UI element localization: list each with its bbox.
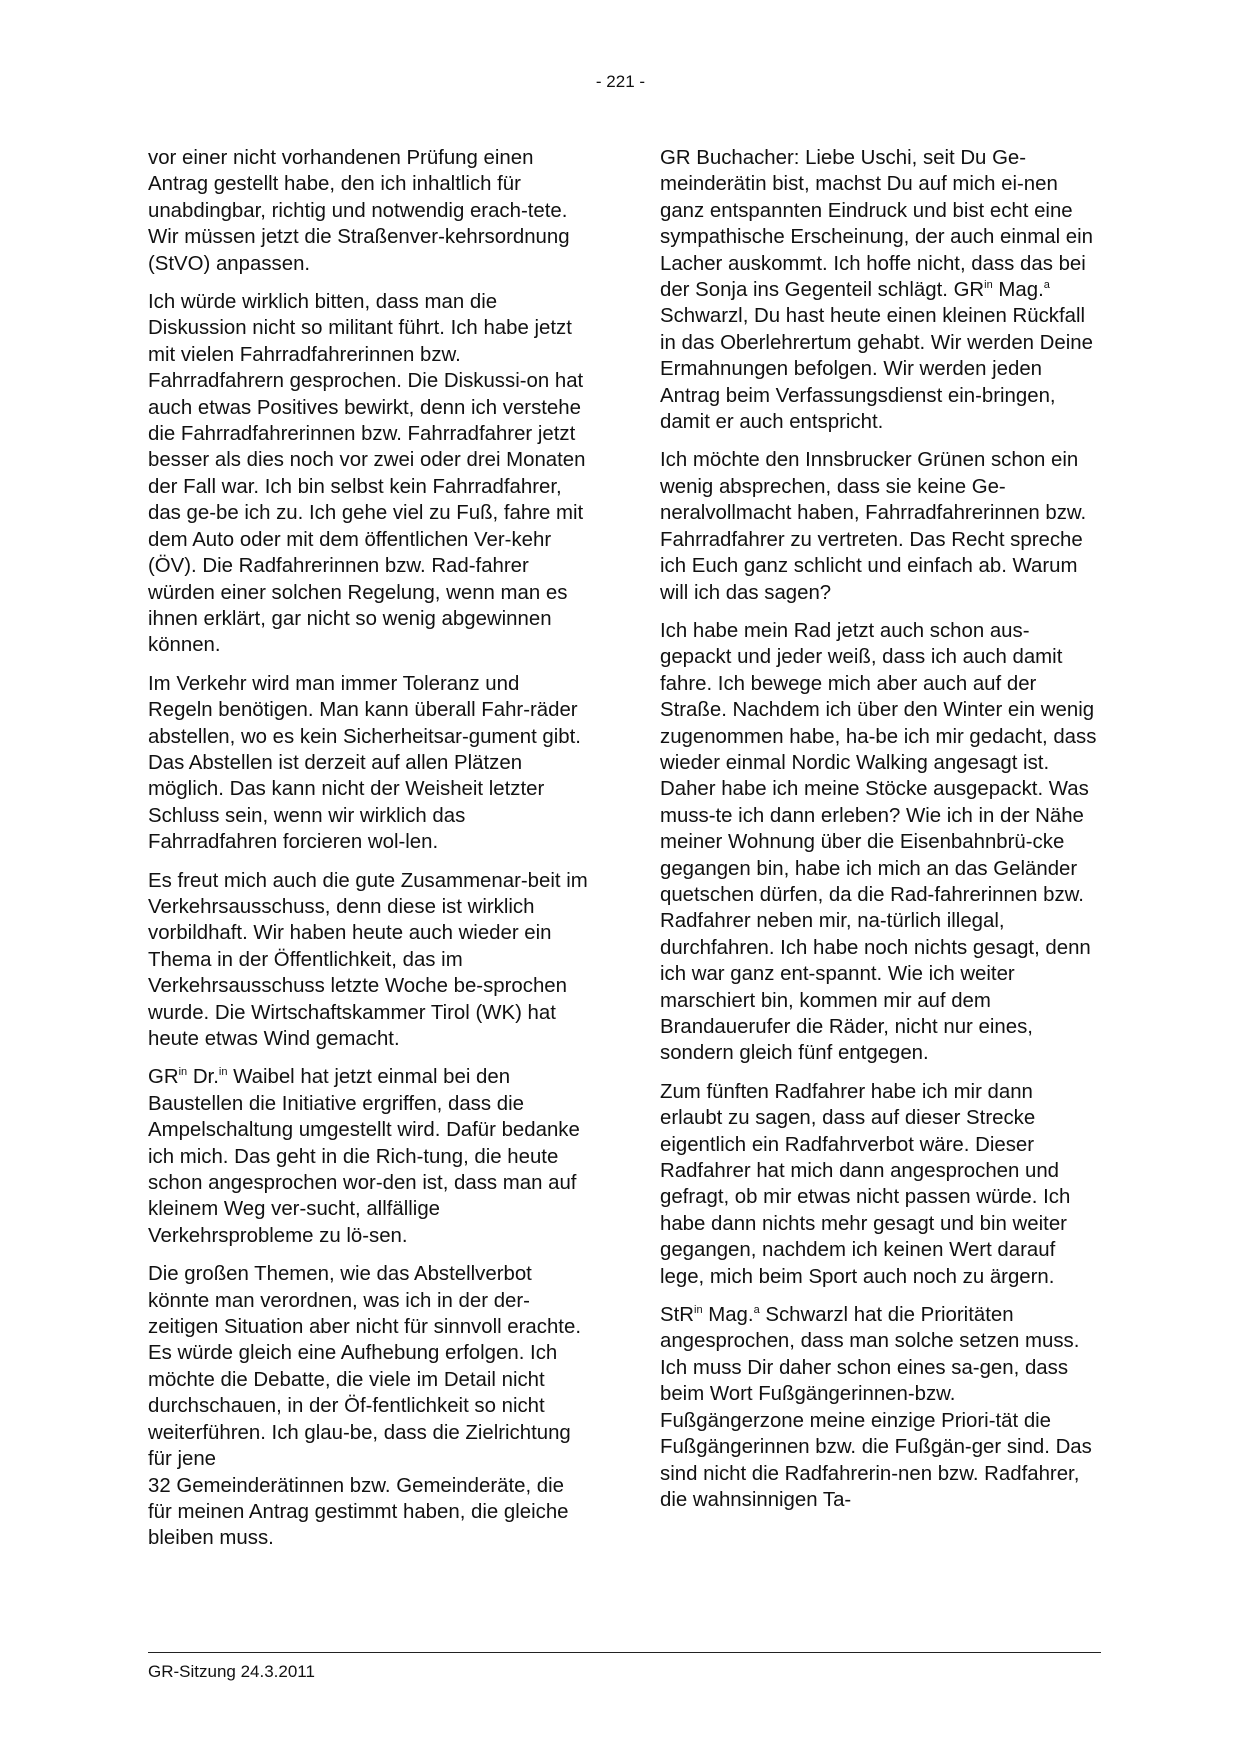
- speaker-title: StR: [660, 1304, 694, 1327]
- superscript: a: [753, 1304, 760, 1317]
- paragraph-text: Schwarzl hat die Prioritäten angesprochen, dass man solche setzen muss. Ich muss Dir daher schon eines sa-gen, dass beim Wort Fußgängerinnen-bzw. Fußgängerzone meine einzige Priori-tät die Fußgängerinnen bzw. die Fußgän-ger sind. Das sind nicht die Radfahrerin-nen bzw. Radfahrer, die wahnsinnigen Ta-: [660, 1304, 1092, 1511]
- superscript: in: [984, 279, 993, 292]
- left-column: [148, 145, 588, 1564]
- right-paragraph-1: [660, 145, 1100, 435]
- superscript: in: [694, 1304, 703, 1317]
- left-paragraph-3: Im Verkehr wird man immer Toleranz und Regeln benötigen. Man kann überall Fahr-räder abstellen, wo es kein Sicherheitsar-gument gibt. Das Abstellen ist derzeit auf allen Plätzen möglich. Das kann nicht der Weisheit letzter Schluss sein, wenn wir wirklich das Fahrradfahren forcieren wol-len.: [148, 672, 581, 854]
- paragraph-text: Die großen Themen, wie das Abstellverbot könnte man verordnen, was ich in der der-zeitigen Situation aber nicht für sinnvoll erachte. Es würde gleich eine Aufhebung erfolgen. Ich möchte die Debatte, die viele im Detail nicht durchschauen, in der Öf-fentlichkeit so nicht weiterführen. Ich glau-be, dass die Zielrichtung für jene: [148, 1263, 581, 1471]
- speaker-title: Mag.: [702, 1304, 754, 1327]
- left-paragraph-2: Ich würde wirklich bitten, dass man die Diskussion nicht so militant führt. Ich habe jetzt mit vielen Fahrradfahrerinnen bzw. Fahrradfahrern gesprochen. Die Diskussi-on hat auch etwas Positives bewirkt, denn ich verstehe die Fahrradfahrerinnen bzw. Fahrradfahrer jetzt besser als dies noch vor zwei oder drei Monaten der Fall war. Ich bin selbst kein Fahrradfahrer, das ge-be ich zu. Ich gehe viel zu Fuß, fahre mit dem Auto oder mit dem öffentlichen Ver-kehr (ÖV). Die Radfahrerinnen bzw. Rad-fahrer würden einer solchen Regelung, wenn man es ihnen erklärt, gar nicht so wenig abgewinnen können.: [148, 291, 586, 657]
- left-paragraph-5: [148, 1064, 588, 1249]
- superscript: a: [1043, 279, 1050, 292]
- speaker-title: GR: [148, 1066, 179, 1089]
- speaker-title: Dr.: [187, 1066, 219, 1089]
- superscript: in: [178, 1066, 188, 1079]
- paragraph-text: 32 Gemeinderätinnen bzw. Gemeinderäte, die für meinen Antrag gestimmt haben, die gleiche bleiben muss.: [148, 1474, 569, 1550]
- right-paragraph-5: [660, 1302, 1100, 1513]
- paragraph-text: Schwarzl, Du hast heute einen kleinen Rückfall in das Oberlehrertum gehabt. Wir werden Deine Ermahnungen befolgen. Wir werden jeden Antrag beim Verfassungsdienst ein-bringen, damit er auch entspricht.: [660, 305, 1093, 434]
- paragraph-text: GR Buchacher: Liebe Uschi, seit Du Ge-meinderätin bist, machst Du auf mich ei-nen ganz entspannten Eindruck und bist echt eine sympathische Erscheinung, der auch einmal ein Lacher auskommt. Ich hoffe nicht, dass das bei der Sonja ins Gegenteil schlägt. GR: [660, 147, 1093, 302]
- left-paragraph-4: Es freut mich auch die gute Zusammenar-beit im Verkehrsausschuss, denn diese ist wirklich vorbildhaft. Wir haben heute auch wieder ein Thema in der Öffentlichkeit, das im Verkehrsausschuss letzte Woche be-sprochen wurde. Die Wirtschaftskammer Tirol (WK) hat heute etwas Wind gemacht.: [148, 869, 588, 1050]
- right-column: [660, 145, 1100, 1525]
- paragraph-text: Waibel hat jetzt einmal bei den Baustellen die Initiative ergriffen, dass die Ampelschaltung umgestellt wird. Dafür bedanke ich mich. Das geht in die Rich-tung, die heute schon angesprochen wor-den ist, dass man auf kleinem Weg ver-sucht, allfällige Verkehrsprobleme zu lö-sen.: [148, 1066, 580, 1247]
- page-number: - 221 -: [595, 72, 646, 91]
- footer-divider: [148, 1652, 1101, 1653]
- left-paragraph-6: [148, 1261, 588, 1551]
- right-paragraph-3: Ich habe mein Rad jetzt auch schon aus-gepackt und jeder weiß, dass ich auch damit fahre. Ich bewege mich aber auch auf der Straße. Nachdem ich über den Winter ein wenig zugenommen habe, ha-be ich mir gedacht, dass wieder einmal Nordic Walking angesagt ist. Daher habe ich meine Stöcke ausgepackt. Was muss-te ich dann erleben? Wie ich in der Nähe meiner Wohnung über die Eisenbahnbrü-cke gegangen bin, habe ich mich an das Geländer quetschen dürfen, da die Rad-fahrerinnen bzw. Radfahrer neben mir, na-türlich illegal, durchfahren. Ich habe noch nichts gesagt, denn ich war ganz ent-spannt. Wie ich weiter marschiert bin, kommen mir auf dem Brandauerufer die Räder, nicht nur eines, sondern gleich fünf entgegen.: [660, 619, 1097, 1065]
- left-paragraph-1: vor einer nicht vorhandenen Prüfung einen Antrag gestellt habe, den ich inhaltlich für unabdingbar, richtig und notwendig erach-tete. Wir müssen jetzt die Straßenver-kehrsordnung (StVO) anpassen.: [148, 147, 570, 275]
- footer-session-label: GR-Sitzung 24.3.2011: [148, 1662, 315, 1681]
- right-paragraph-2: Ich möchte den Innsbrucker Grünen schon ein wenig absprechen, dass sie keine Ge-neralvollmacht haben, Fahrradfahrerinnen bzw. Fahrradfahrer zu vertreten. Das Recht spreche ich Euch ganz schlicht und einfach ab. Warum will ich das sagen?: [660, 449, 1087, 604]
- speaker-title: Mag.: [992, 279, 1044, 302]
- right-paragraph-4: Zum fünften Radfahrer habe ich mir dann erlaubt zu sagen, dass auf dieser Strecke eigentlich ein Radfahrverbot wäre. Dieser Radfahrer hat mich dann angesprochen und gefragt, ob mir etwas nicht passen würde. Ich habe dann nichts mehr gesagt und bin weiter gegangen, nachdem ich keinen Wert darauf lege, mich beim Sport auch noch zu ärgern.: [660, 1080, 1071, 1288]
- superscript: in: [218, 1066, 228, 1079]
